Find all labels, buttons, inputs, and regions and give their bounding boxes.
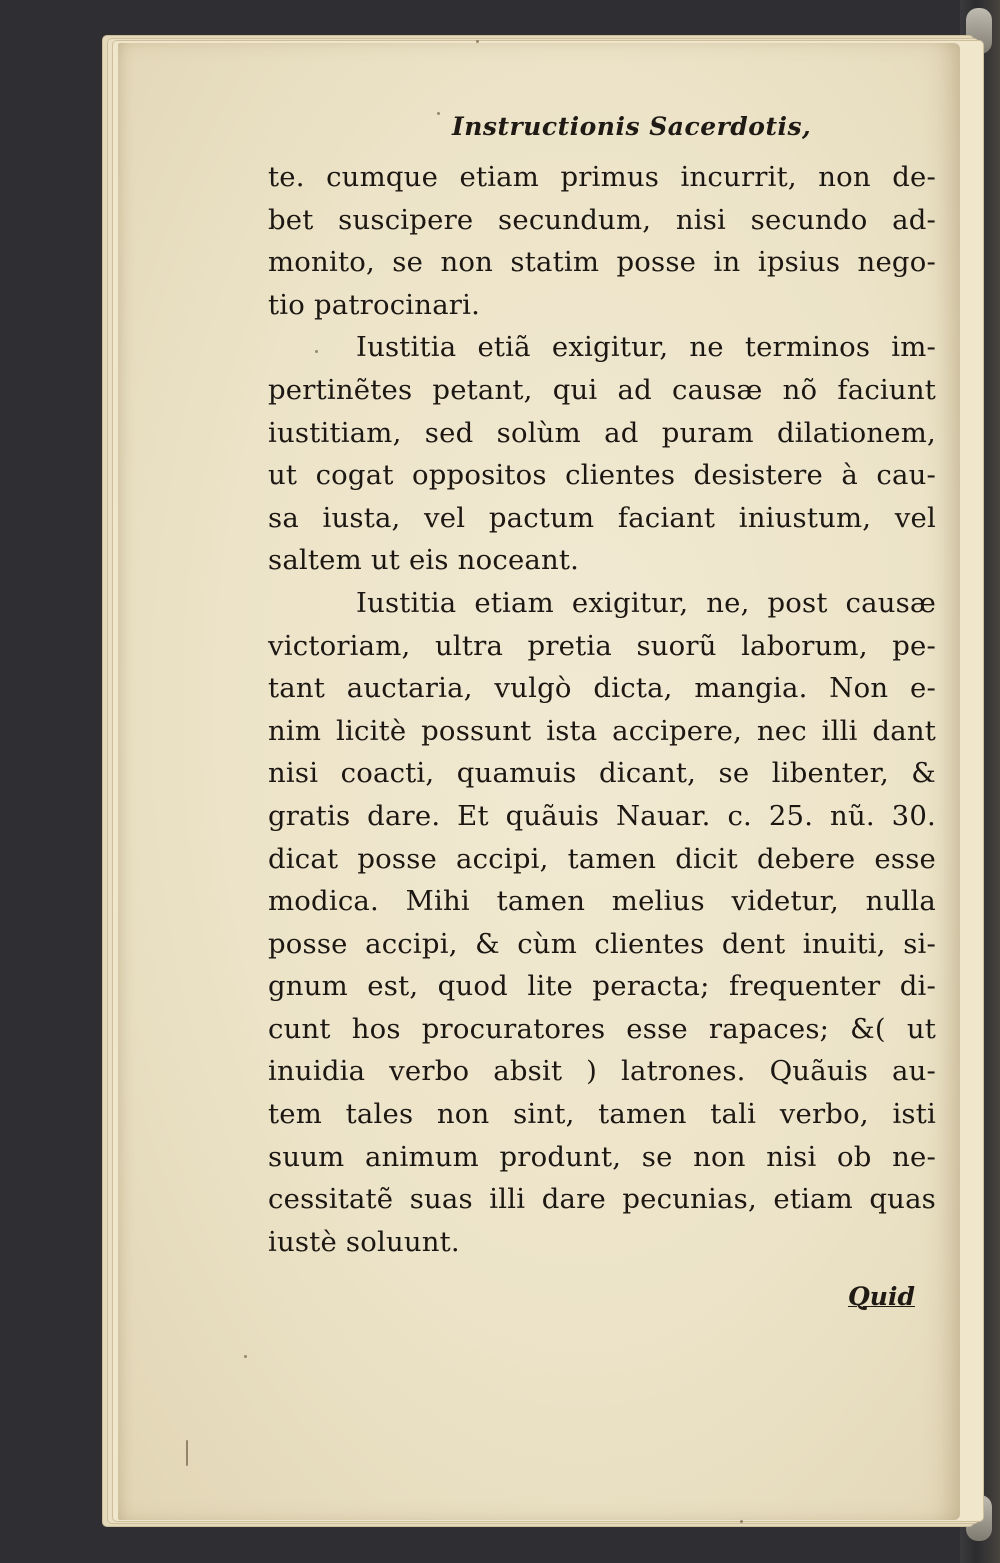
text-line: nim licitè possunt ista accipere, nec illi dant [268,714,936,747]
catchword: Quid [848,1282,915,1311]
body-text [268,156,936,1263]
text-line: posse accipi, & cùm clientes dent inuiti, si- [268,927,936,960]
text-line: nisi coacti, quamuis dicant, se libenter, & [268,757,936,790]
text-line: suum animum produnt, se non nisi ob ne- [268,1140,936,1173]
text-line: modica. Mihi tamen melius videtur, nulla [268,885,936,918]
paragraph-start-line: Iustitia etiam exigitur, ne, post causæ [356,586,936,619]
text-line: ut cogat oppositos clientes desistere à cau- [268,459,936,492]
text-line: cessitatẽ suas illi dare pecunias, etiam quas [268,1183,936,1216]
text-line: gratis dare. Et quãuis Nauar. c. 25. nũ. 30. [268,799,936,832]
text-line: tant auctaria, vulgò dicta, mangia. Non e- [268,672,936,705]
text-line: te. cumque etiam primus incurrit, non de- [268,161,936,193]
paragraph-start-line: Iustitia etiã exigitur, ne terminos im- [356,331,936,364]
text-line: cunt hos procuratores esse rapaces; &( ut [268,1012,936,1045]
text-line: iustè soluunt. [268,1225,460,1258]
text-line: tio patrocinari. [268,288,481,321]
text-line: dicat posse accipi, tamen dicit debere esse [268,842,936,875]
text-line: victoriam, ultra pretia suorũ laborum, pe- [268,629,936,662]
text-line: saltem ut eis noceant. [268,544,580,577]
running-head: Instructionis Sacerdotis, [452,112,812,141]
text-line: gnum est, quod lite peracta; frequenter di- [268,970,936,1003]
text-line: iustitiam, sed solùm ad puram dilationem, [268,416,936,449]
text-line: sa iusta, vel pactum faciant iniustum, vel [268,501,936,534]
text-line: inuidia verbo absit ) latrones. Quãuis au- [268,1055,936,1088]
text-line: tem tales non sint, tamen tali verbo, isti [268,1098,936,1131]
text-line: monito, se non statim posse in ipsius nego- [268,246,936,279]
text-line: bet suscipere secundum, nisi secundo ad- [268,203,936,236]
text-line: pertinẽtes petant, qui ad causæ nõ faciunt [268,373,936,406]
